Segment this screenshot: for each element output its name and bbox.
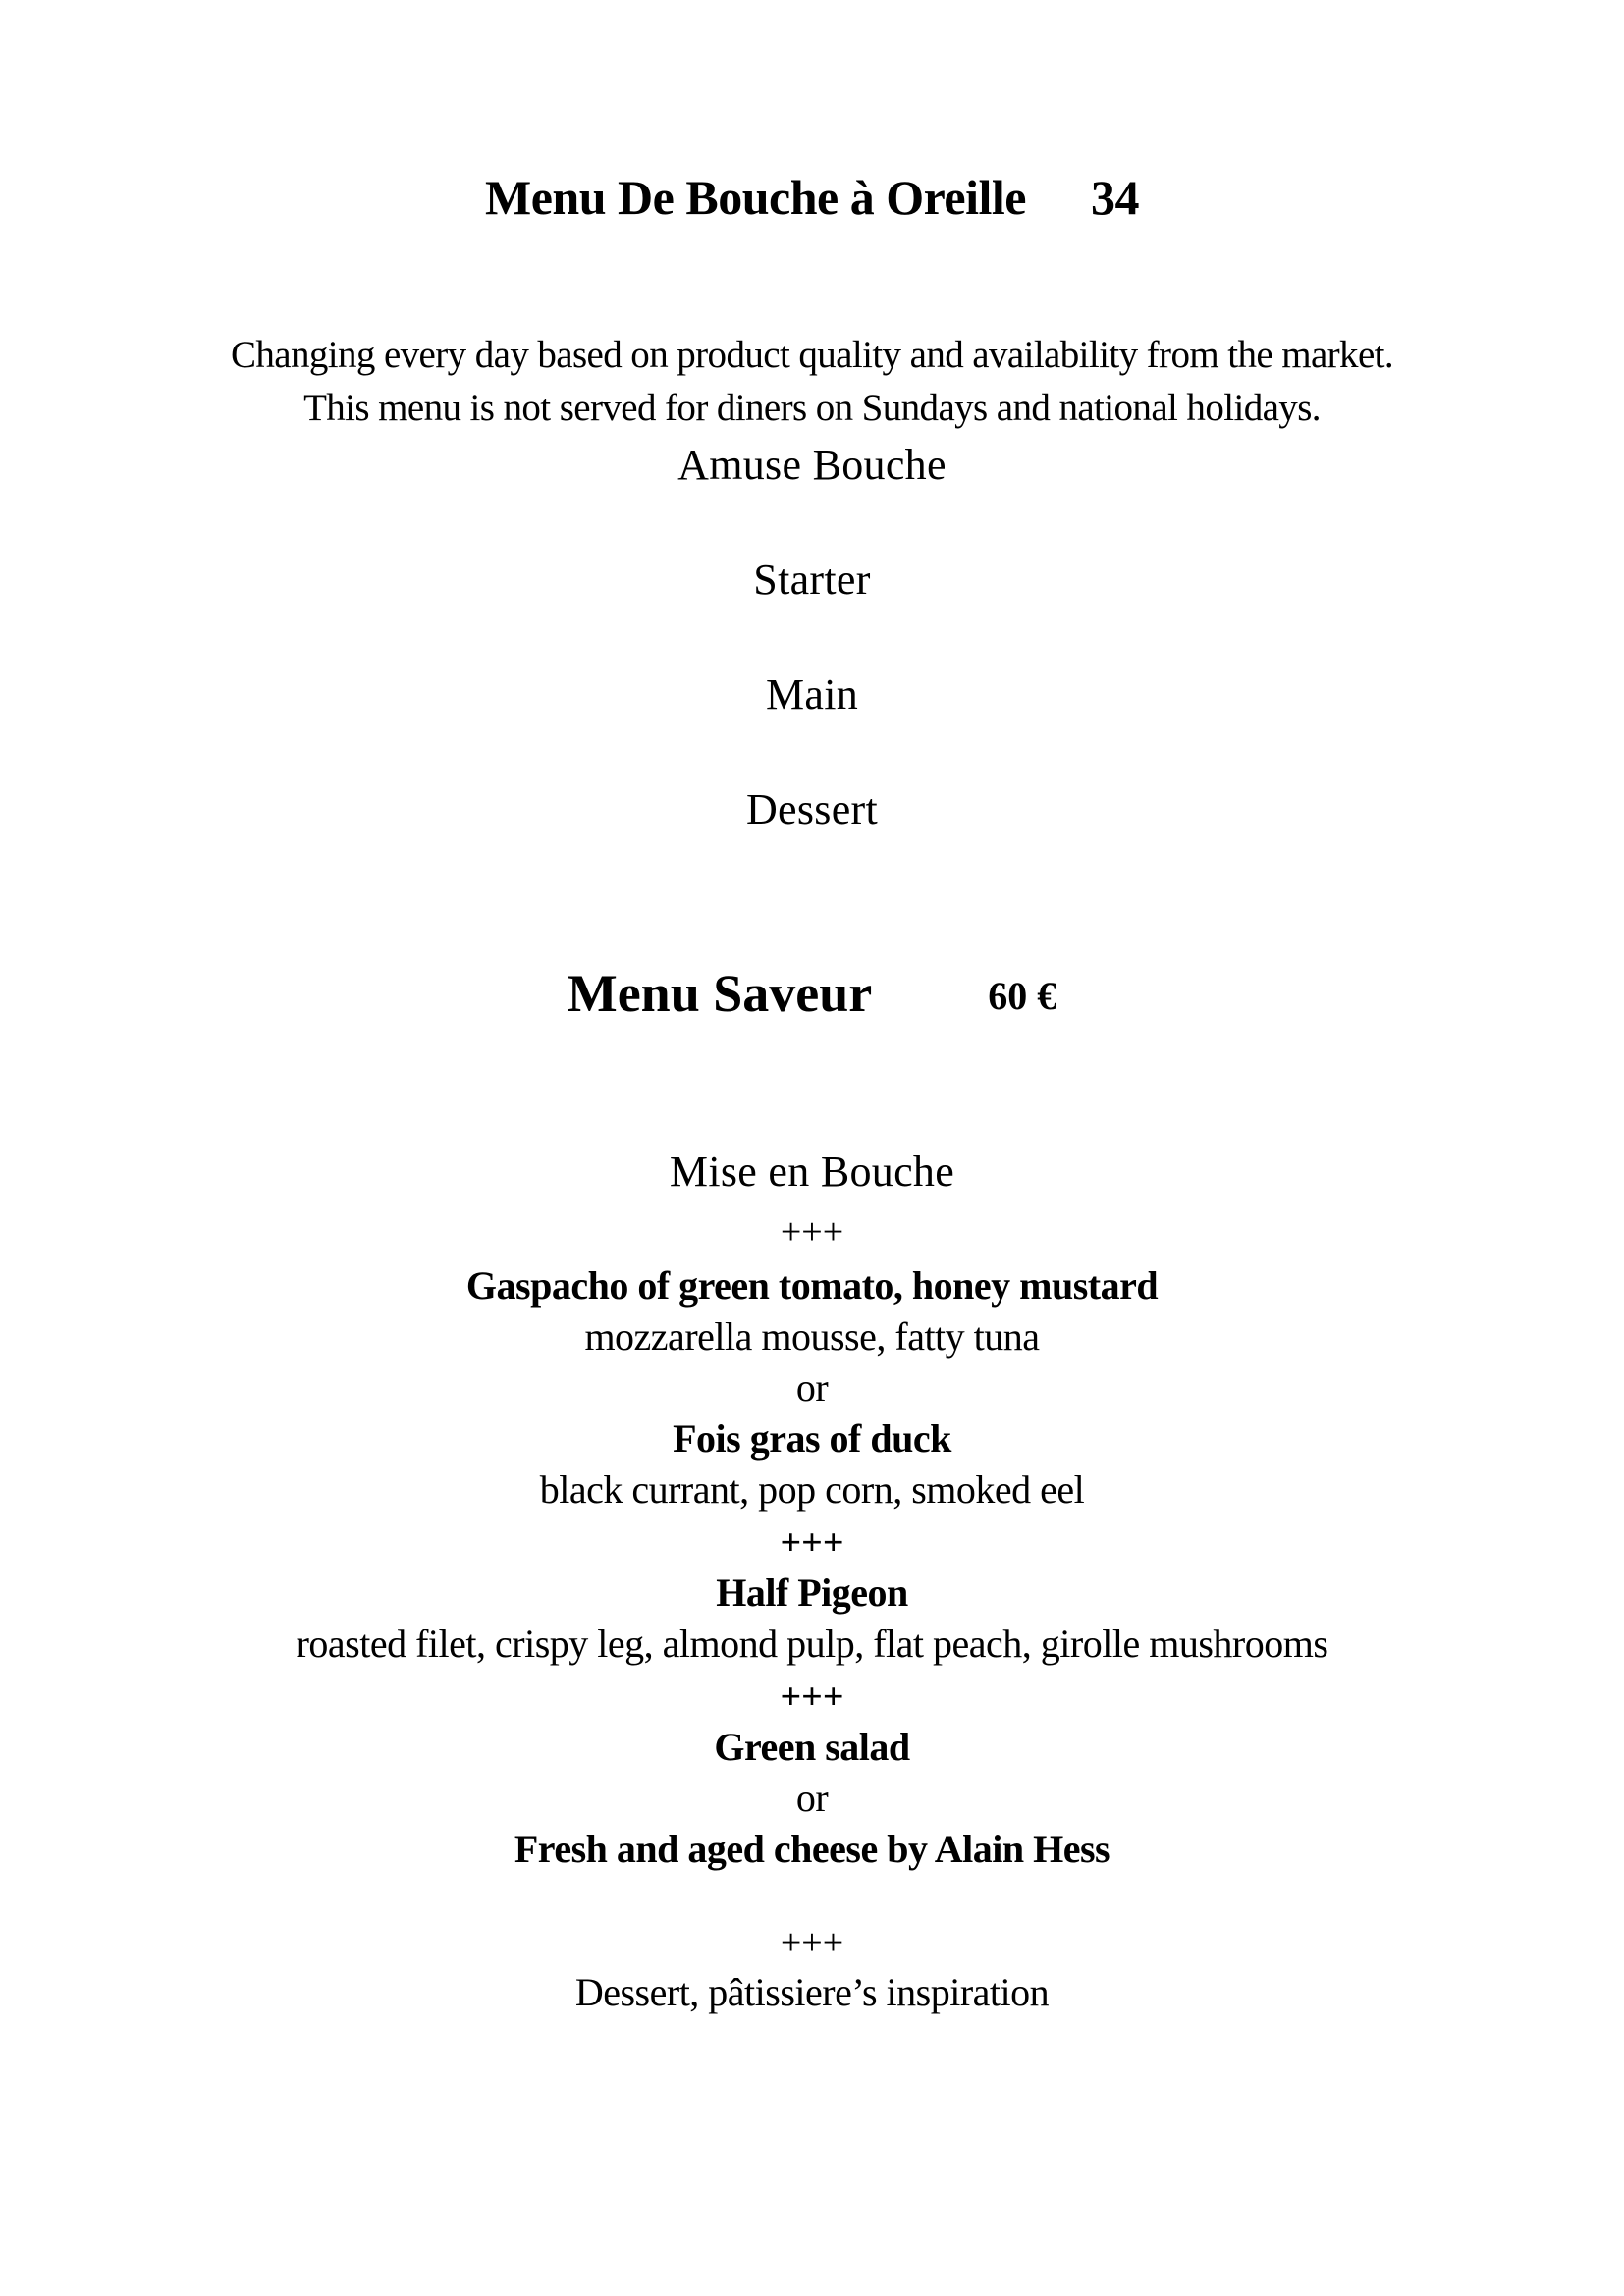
separator: +++: [780, 1677, 844, 1718]
course-starter: Starter: [753, 556, 871, 604]
dish-green-salad: Green salad: [714, 1725, 910, 1769]
menu-title: Menu Saveur: [567, 964, 873, 1023]
choice-or: or: [795, 1776, 829, 1820]
menu-saveur-header: [0, 964, 1624, 1023]
dish-fois-gras: Fois gras of duck: [673, 1416, 951, 1461]
menu-note-sundays: This menu is not served for diners on Sundays and national holidays.: [303, 387, 1321, 429]
dish-description: black currant, pop corn, smoked eel: [539, 1468, 1085, 1512]
dish-gaspacho: Gaspacho of green tomato, honey mustard: [465, 1263, 1159, 1308]
dish-half-pigeon: Half Pigeon: [716, 1571, 908, 1615]
separator: +++: [780, 1922, 844, 1963]
dish-dessert: Dessert, pâtissiere’s inspiration: [574, 1970, 1050, 2014]
separator: +++: [780, 1522, 844, 1564]
separator: +++: [780, 1211, 844, 1253]
dish-cheese: Fresh and aged cheese by Alain Hess: [514, 1827, 1110, 1871]
choice-or: or: [795, 1365, 829, 1410]
course-mise-en-bouche: Mise en Bouche: [669, 1148, 955, 1196]
dish-description: roasted filet, crispy leg, almond pulp, flat peach, girolle mushrooms: [296, 1622, 1328, 1666]
menu-price: 34: [1090, 170, 1139, 225]
course-amuse-bouche: Amuse Bouche: [677, 441, 947, 489]
dish-description: mozzarella mousse, fatty tuna: [584, 1314, 1040, 1359]
menu-title: Menu De Bouche à Oreille: [485, 170, 1026, 225]
menu-note-availability: Changing every day based on product quality and availability from the market.: [230, 334, 1394, 376]
course-dessert: Dessert: [745, 785, 879, 833]
menu-price: 60 €: [988, 974, 1057, 1018]
course-main: Main: [765, 670, 859, 719]
menu-bouche-a-oreille-header: [0, 170, 1624, 225]
